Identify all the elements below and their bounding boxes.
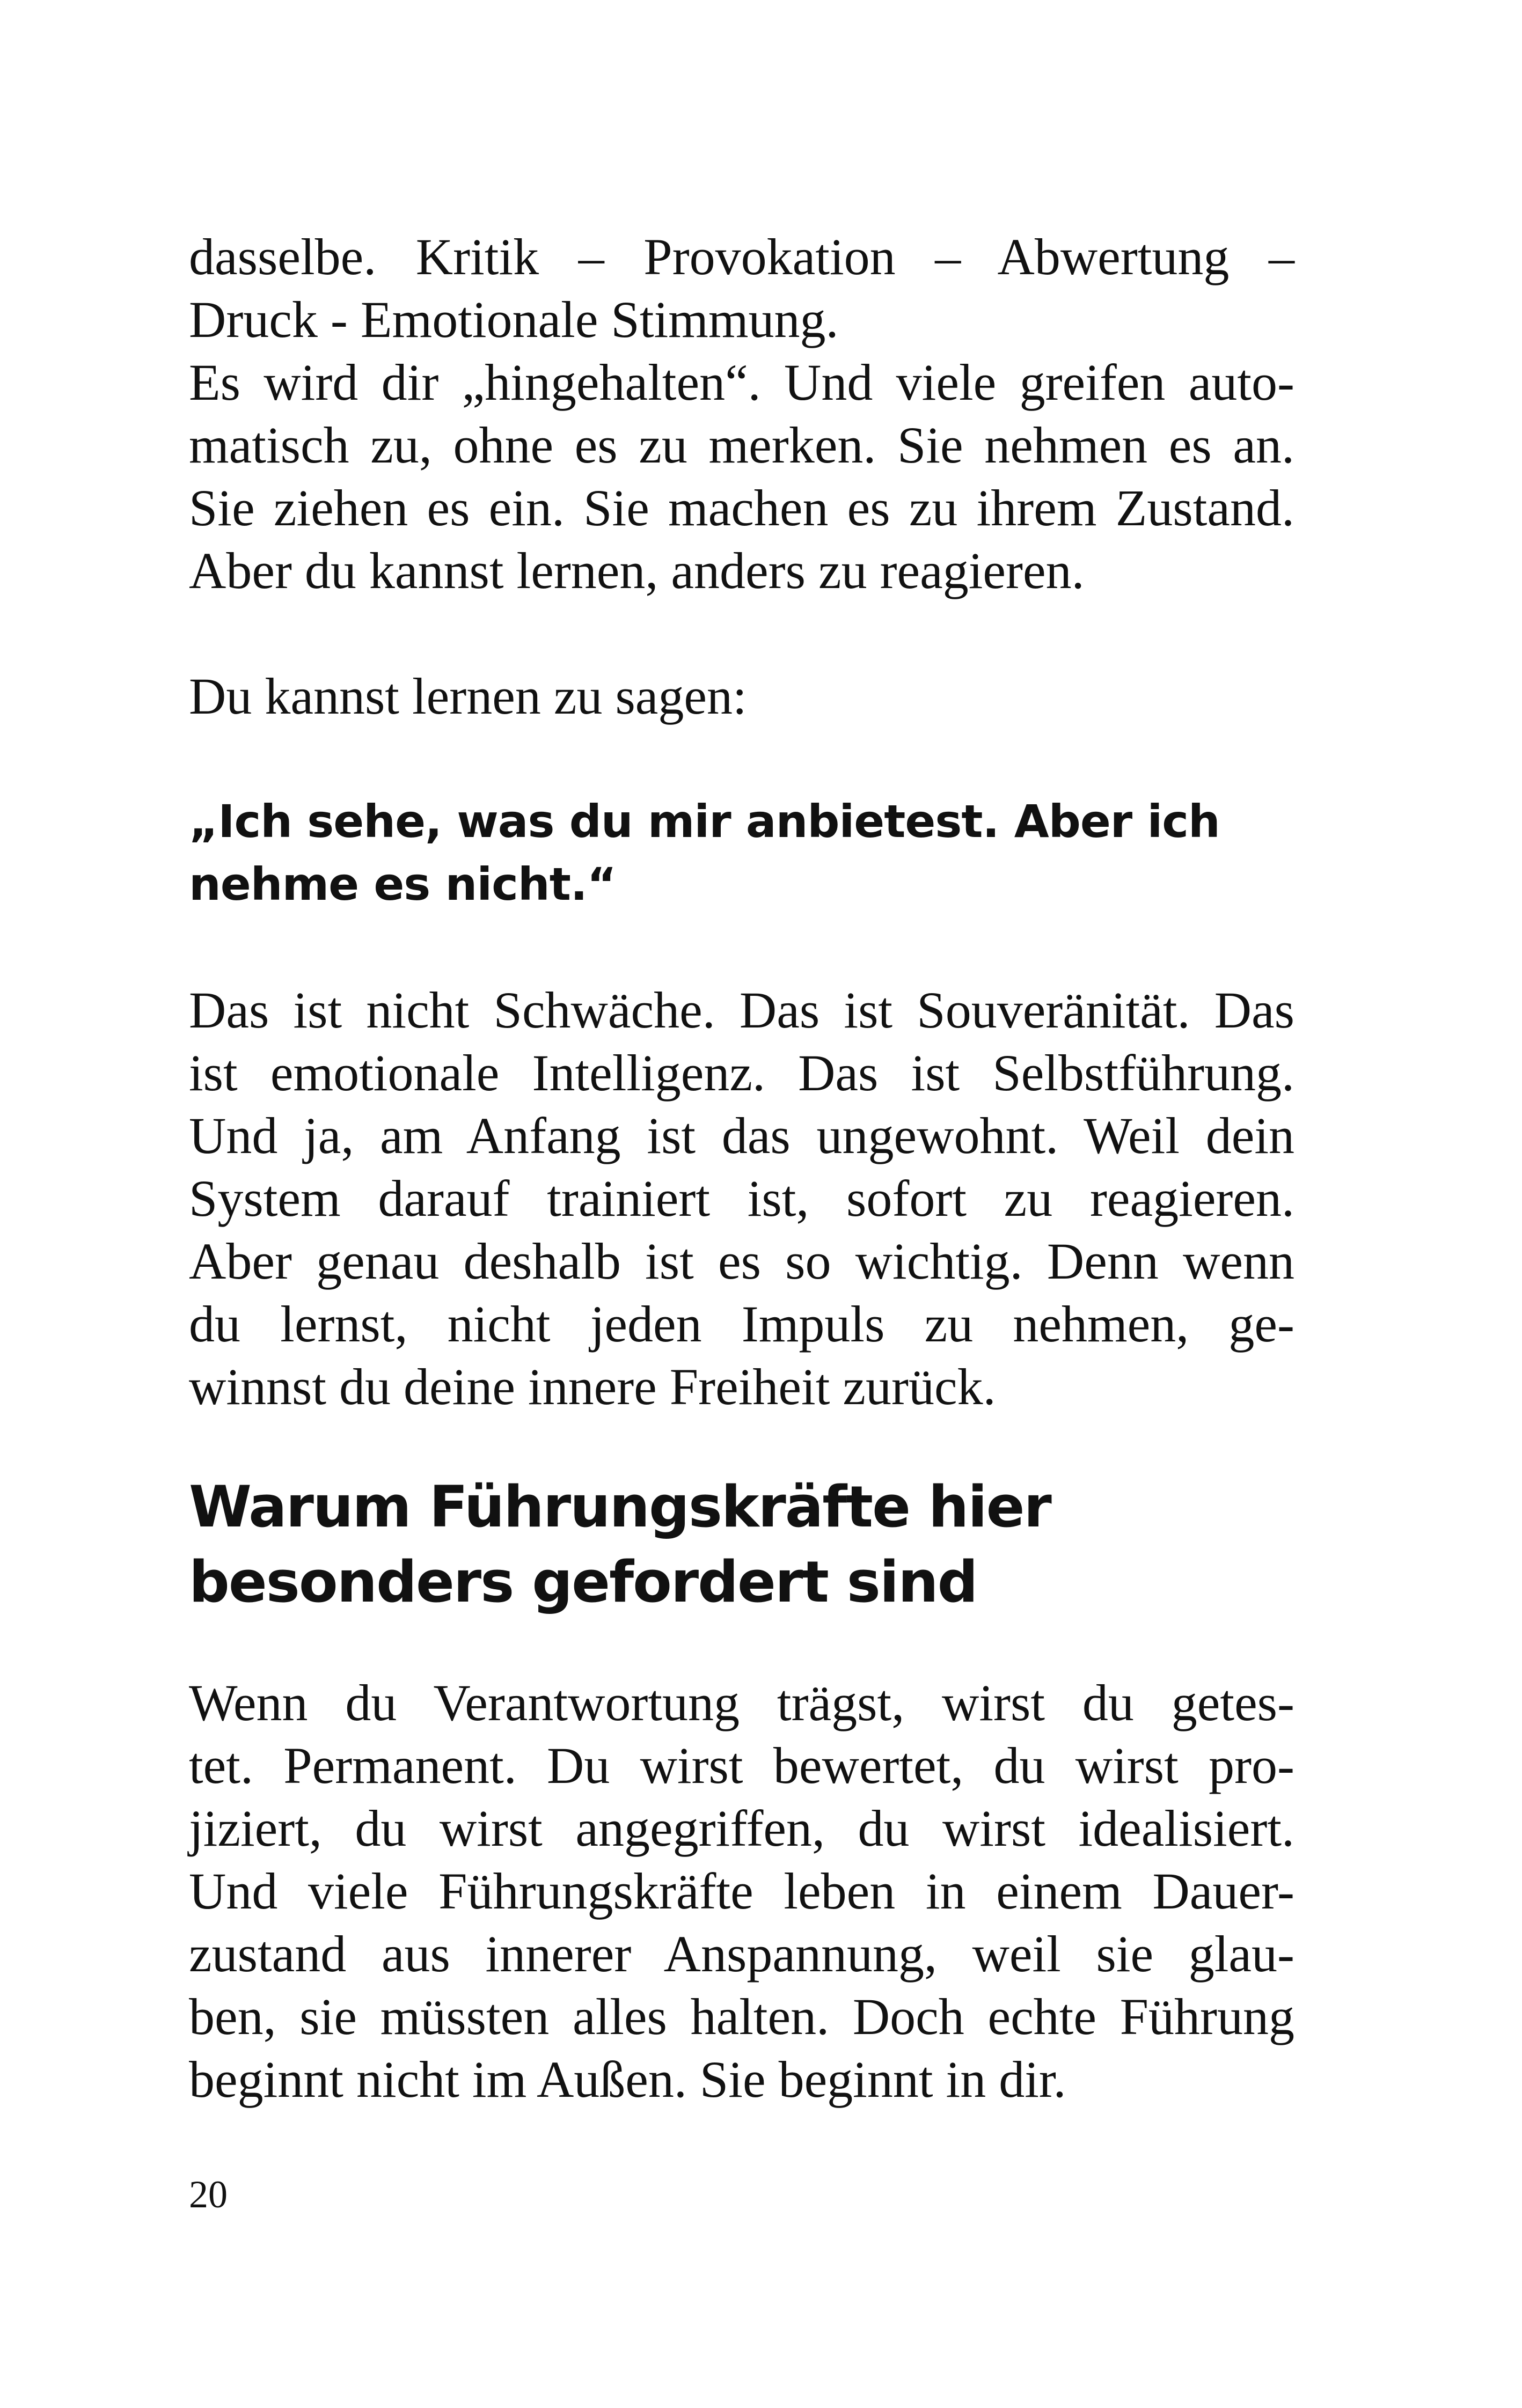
text-line: Aber du kannst lernen, anders zu reagieren.	[189, 542, 1085, 599]
text-line: System darauf trainiert ist, sofort zu reagieren.	[189, 1170, 1294, 1227]
quote-line: nehme es nicht.“	[189, 858, 616, 911]
text-line: jiziert, du wirst angegriffen, du wirst idealisiert.	[189, 1800, 1294, 1857]
heading-line: Warum Führungskräfte hier	[189, 1474, 1051, 1540]
text-line: Wenn du Verantwortung trägst, wirst du getes-	[189, 1674, 1294, 1731]
text-line: Du kannst lernen zu sagen:	[189, 667, 747, 725]
text-line: dasselbe. Kritik – Provokation – Abwertung –	[189, 228, 1294, 285]
text-line: ist emotionale Intelligenz. Das ist Selbstführung.	[189, 1044, 1294, 1102]
text-line: tet. Permanent. Du wirst bewertet, du wirst pro-	[189, 1737, 1294, 1794]
text-line: Sie ziehen es ein. Sie machen es zu ihrem Zustand.	[189, 479, 1294, 537]
text-line: Und viele Führungskräfte leben in einem Dauer-	[189, 1862, 1294, 1920]
paragraph-3	[189, 979, 1294, 1418]
text-line: matisch zu, ohne es zu merken. Sie nehmen es an.	[189, 416, 1294, 474]
paragraph-1	[189, 225, 1294, 602]
page-number: 20	[189, 2173, 228, 2216]
section-heading	[189, 1470, 1294, 1620]
page-body	[189, 225, 1294, 2111]
heading-line: besonders gefordert sind	[189, 1549, 977, 1615]
text-line: Aber genau deshalb ist es so wichtig. Denn wenn	[189, 1232, 1294, 1290]
paragraph-4	[189, 1671, 1294, 2111]
text-line: zustand aus innerer Anspannung, weil sie glau-	[189, 1925, 1294, 1983]
text-line: Das ist nicht Schwäche. Das ist Souveränität. Das	[189, 981, 1294, 1039]
quote	[189, 790, 1294, 916]
text-line: ben, sie müssten alles halten. Doch echte Führung	[189, 1988, 1294, 2045]
quote-line: „Ich sehe, was du mir anbietest. Aber ich	[189, 795, 1220, 848]
text-line: winnst du deine innere Freiheit zurück.	[189, 1358, 996, 1415]
text-line: beginnt nicht im Außen. Sie beginnt in dir.	[189, 2051, 1066, 2108]
text-line: du lernst, nicht jeden Impuls zu nehmen, ge-	[189, 1295, 1294, 1353]
text-line: Und ja, am Anfang ist das ungewohnt. Weil dein	[189, 1107, 1294, 1164]
paragraph-2	[189, 665, 1294, 728]
text-line: Es wird dir „hingehalten“. Und viele greifen auto-	[189, 354, 1294, 411]
text-line: Druck - Emotionale Stimmung.	[189, 291, 839, 348]
